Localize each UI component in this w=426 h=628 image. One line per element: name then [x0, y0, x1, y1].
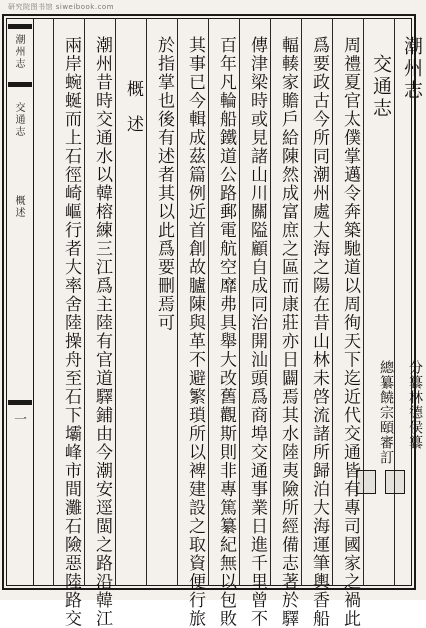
text-column-5: 百年凡輪船鐵道公路郵電航空靡弗具舉大改舊觀斯則非專篤纂紀無以包敗 — [216, 36, 236, 628]
text-column-7: 於指掌也後有述者其以此爲要刪焉可 — [154, 36, 174, 332]
fishtail-bottom — [8, 400, 32, 405]
margin-page-number: 一 — [11, 412, 26, 427]
text-column-1: 周禮夏官太僕掌邁令奔築馳道以周徇天下迄近代交通皆有專司國家之禍此 — [340, 36, 360, 628]
compiler-assistant: 分纂林德侯纂 — [407, 360, 423, 450]
seal-stamp — [356, 470, 376, 494]
body-column-1: 潮州昔時交通水以韓榕練三江爲主陸有官道驛鋪由今潮安逕閩之路沿韓江 — [92, 36, 112, 628]
watermark: 研究院图书馆 siweibook.com — [8, 3, 115, 11]
margin-section-label: 交通志 — [13, 102, 24, 138]
text-column-2: 爲要政古今所同潮州處大海之陽在昔山林未啓流諸所歸泊大海運筆輿香船 — [309, 36, 329, 628]
body-column-2: 兩岸蜿蜒而上石徑崎嶇行者大率舍陸操舟至石下壩峰市間灘石險惡陸路交 — [61, 36, 81, 628]
chapter-title: 交通志 — [370, 54, 392, 120]
section-heading: 概述 — [123, 80, 143, 150]
margin-sub-label: 概述 — [13, 195, 24, 219]
text-column-4: 傳津梁時或見諸山川關隘顧自成同治開汕頭爲商埠交通事業日進千里曾不 — [247, 36, 267, 628]
column-rule — [53, 18, 54, 586]
text-column-6: 其事已今輯成茲篇例近首創故臚陳與革不避繁瑣所以裨建設之取資便行旅 — [185, 36, 205, 628]
text-column-3: 輻輳家贍戶給陳然成富庶之區而康莊亦日闢焉其水陸夷險所經備志著於驛 — [278, 36, 298, 628]
fishtail-mid — [8, 82, 32, 87]
compiler-chief: 總纂饒宗頤審訂 — [378, 360, 394, 465]
fishtail-top — [8, 24, 32, 29]
book-title: 潮州志 — [401, 36, 423, 102]
margin-book-title: 潮州志 — [13, 34, 24, 70]
seal-stamp — [385, 470, 405, 494]
